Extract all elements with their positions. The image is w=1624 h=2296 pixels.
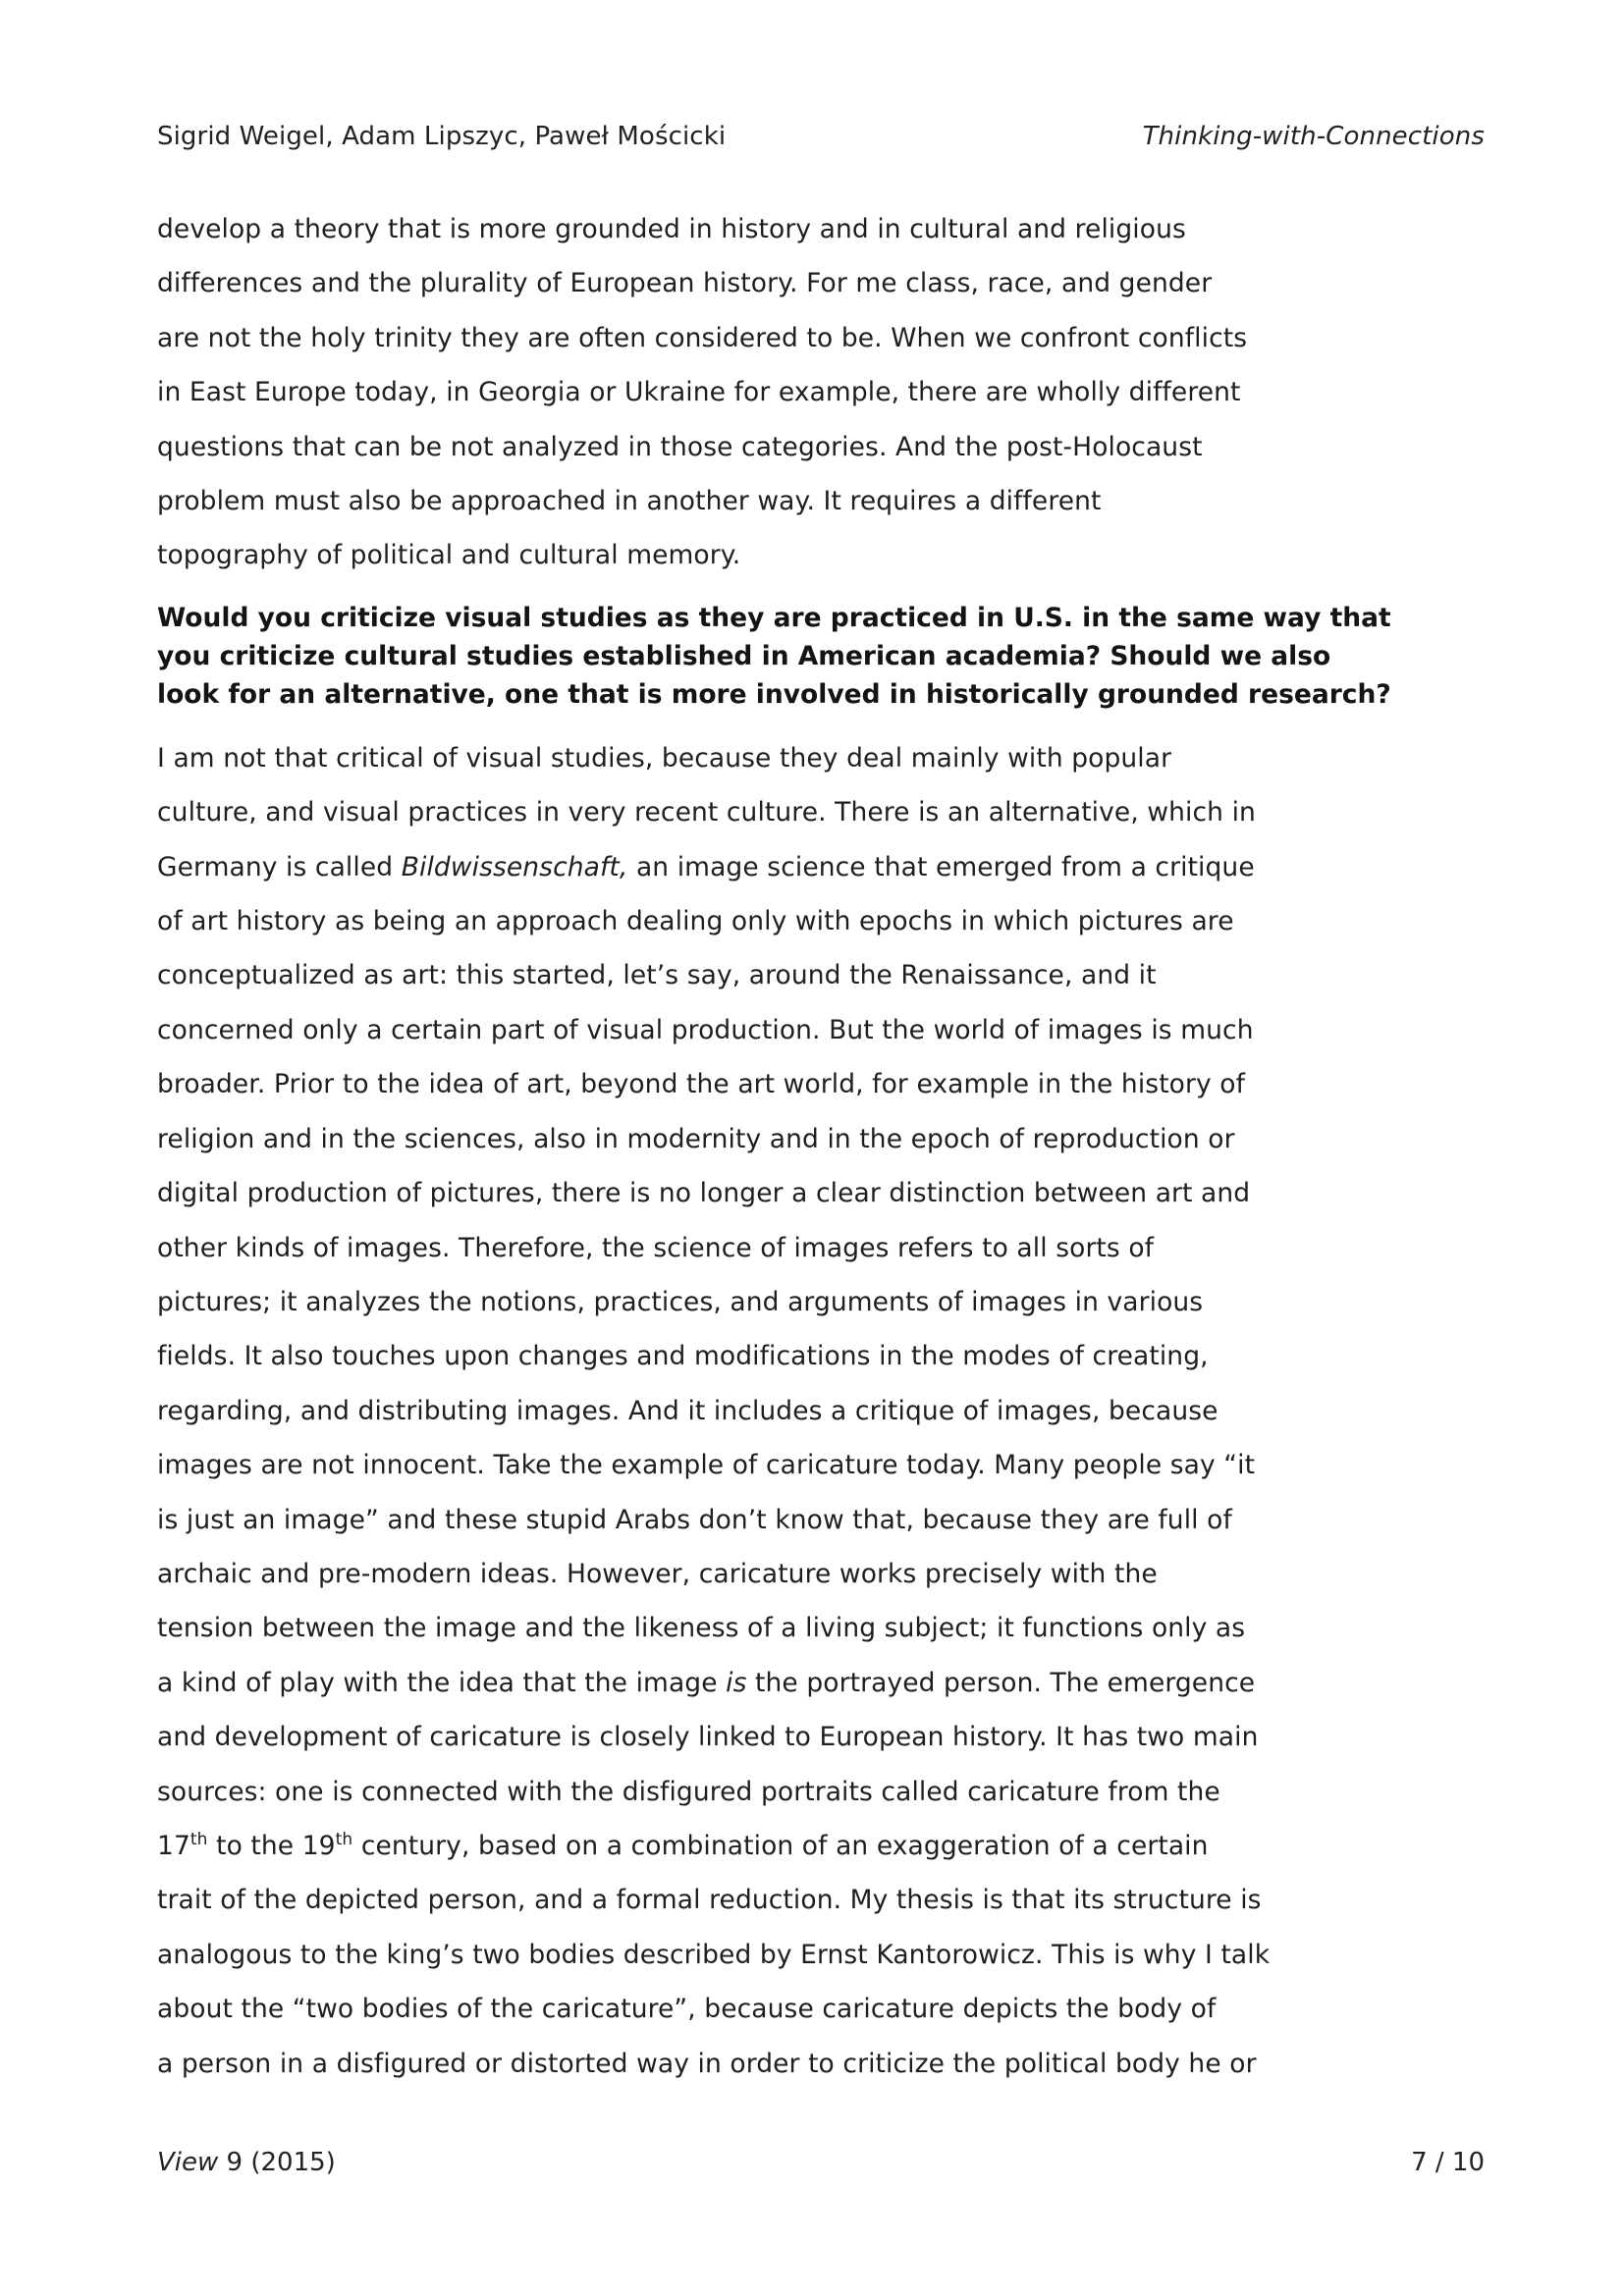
text-run: a kind of play with the idea that the image	[157, 1667, 727, 1698]
text-run: an image science that emerged from a critique	[627, 851, 1255, 882]
text-line: pictures; it analyzes the notions, practices, and arguments of images in various	[157, 1286, 1204, 1317]
text-line	[157, 1656, 1375, 1710]
text-line: religion and in the sciences, also in modernity and in the epoch of reproduction or	[157, 1123, 1235, 1154]
superscript: th	[335, 1830, 353, 1850]
journal-issue: 9 (2015)	[218, 2148, 336, 2177]
text-run: Germany is called	[157, 851, 402, 882]
text-line	[157, 840, 1375, 894]
text-line: regarding, and distributing images. And it includes a critique of images, because	[157, 1395, 1218, 1426]
paragraph-answer-1	[157, 202, 1375, 583]
running-head	[157, 122, 1485, 151]
text-line: digital production of pictures, there is no longer a clear distinction between art and	[157, 1178, 1251, 1209]
page-footer	[157, 2148, 1485, 2177]
article-body	[157, 202, 1391, 2091]
italic-word: is	[726, 1667, 747, 1698]
text-line: and development of caricature is closely linked to European history. It has two main	[157, 1722, 1259, 1753]
text-line: concerned only a certain part of visual production. But the world of images is much	[157, 1014, 1254, 1045]
italic-term: Bildwissenschaft,	[401, 851, 628, 882]
text-line: tension between the image and the likeness of a living subject; it functions only as	[157, 1613, 1246, 1644]
header-title: Thinking-with-Connections	[1142, 122, 1485, 151]
footer-citation	[157, 2148, 336, 2177]
header-authors: Sigrid Weigel, Adam Lipszyc, Paweł Mościcki	[157, 122, 727, 151]
text-line	[157, 1819, 1375, 1873]
text-line: are not the holy trinity they are often considered to be. When we confront conflicts	[157, 322, 1248, 353]
text-line: archaic and pre-modern ideas. However, caricature works precisely with the	[157, 1558, 1158, 1589]
superscript: th	[189, 1830, 208, 1850]
question-line: look for an alternative, one that is more involved in historically grounded research?	[157, 678, 1391, 710]
text-line: problem must also be approached in another way. It requires a different	[157, 486, 1102, 517]
text-line: of art history as being an approach dealing only with epochs in which pictures are	[157, 906, 1234, 937]
journal-name: View	[157, 2148, 219, 2177]
text-line: about the “two bodies of the caricature”, because caricature depicts the body of	[157, 1994, 1217, 2025]
text-line: images are not innocent. Take the example of caricature today. Many people say “it	[157, 1450, 1256, 1481]
text-line: questions that can be not analyzed in those categories. And the post-Holocaust	[157, 431, 1203, 462]
text-line: in East Europe today, in Georgia or Ukraine for example, there are wholly different	[157, 377, 1241, 408]
text-line: other kinds of images. Therefore, the science of images refers to all sorts of	[157, 1232, 1155, 1263]
text-line: culture, and visual practices in very recent culture. There is an alternative, which in	[157, 797, 1256, 828]
text-line: conceptualized as art: this started, let’s say, around the Renaissance, and it	[157, 960, 1157, 991]
text-line: differences and the plurality of European history. For me class, race, and gender	[157, 268, 1213, 299]
question-line: you criticize cultural studies established in American academia? Should we also	[157, 640, 1331, 671]
text-line: topography of political and cultural memory.	[157, 540, 741, 571]
text-line: broader. Prior to the idea of art, beyond the art world, for example in the history of	[157, 1069, 1246, 1100]
text-line: I am not that critical of visual studies, because they deal mainly with popular	[157, 742, 1172, 774]
question-line: Would you criticize visual studies as they are practiced in U.S. in the same way that	[157, 602, 1391, 633]
text-line: trait of the depicted person, and a formal reduction. My thesis is that its structure is	[157, 1885, 1262, 1916]
text-line: develop a theory that is more grounded in history and in cultural and religious	[157, 214, 1186, 244]
text-run: the portrayed person. The emergence	[746, 1667, 1256, 1698]
text-line: is just an image” and these stupid Arabs don’t know that, because they are full of	[157, 1504, 1232, 1535]
page-number: 7 / 10	[1411, 2148, 1485, 2177]
text-run: 17	[157, 1830, 190, 1861]
text-line: fields. It also touches upon changes and modifications in the modes of creating,	[157, 1341, 1209, 1372]
text-line: a person in a disfigured or distorted way in order to criticize the political body he or	[157, 2048, 1257, 2079]
interview-question	[157, 599, 1391, 714]
text-line: sources: one is connected with the disfigured portraits called caricature from the	[157, 1776, 1220, 1807]
text-run: century, based on a combination of an exaggeration of a certain	[352, 1830, 1209, 1861]
text-line: analogous to the king’s two bodies described by Ernst Kantorowicz. This is why I talk	[157, 1939, 1271, 1970]
paragraph-answer-2	[157, 731, 1375, 2091]
text-run: to the 19	[207, 1830, 336, 1861]
